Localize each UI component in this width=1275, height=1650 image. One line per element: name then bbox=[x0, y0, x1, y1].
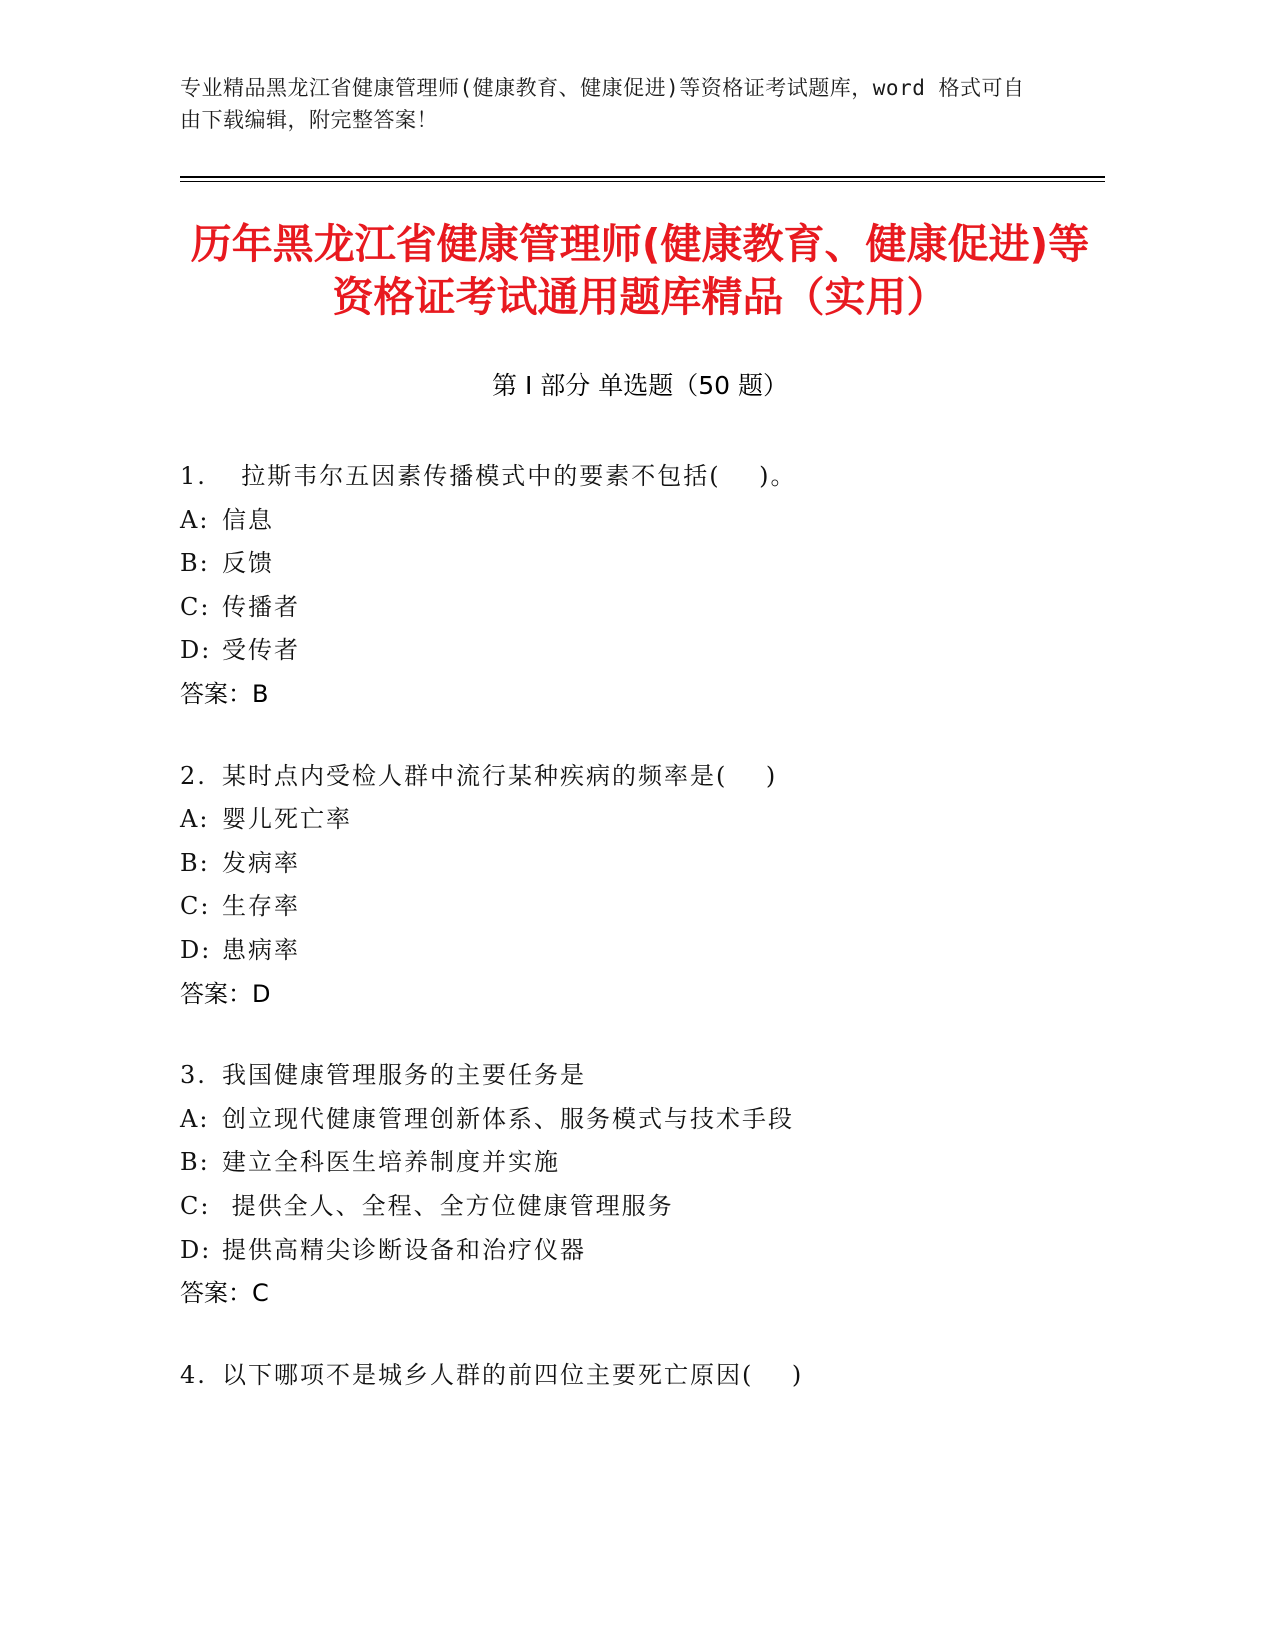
question-number: 2. bbox=[180, 761, 207, 790]
option-key: A: bbox=[180, 805, 210, 834]
question-4 bbox=[180, 1354, 1100, 1398]
answer: 答案：D bbox=[180, 979, 271, 1008]
question-stem bbox=[180, 455, 1100, 499]
question-list bbox=[180, 455, 1100, 1435]
question-text: 以下哪项不是城乡人群的前四位主要死亡原因( ) bbox=[222, 1360, 804, 1389]
question-number: 4. bbox=[180, 1360, 207, 1389]
question-2 bbox=[180, 755, 1100, 1017]
option-d bbox=[180, 629, 1100, 673]
option-d bbox=[180, 1229, 1100, 1273]
question-1 bbox=[180, 455, 1100, 717]
option-key: C: bbox=[180, 592, 211, 621]
option-c bbox=[180, 1185, 1100, 1229]
header-divider-thin bbox=[180, 181, 1105, 182]
option-key: B: bbox=[180, 848, 210, 877]
question-stem bbox=[180, 1054, 1100, 1098]
option-text: 提供高精尖诊断设备和治疗仪器 bbox=[222, 1235, 586, 1264]
option-c bbox=[180, 586, 1100, 630]
option-a bbox=[180, 798, 1100, 842]
question-text: 拉斯韦尔五因素传播模式中的要素不包括( )。 bbox=[222, 462, 797, 490]
option-text: 创立现代健康管理创新体系、服务模式与技术手段 bbox=[222, 1104, 794, 1133]
option-text: 发病率 bbox=[222, 848, 300, 877]
option-a bbox=[180, 499, 1100, 543]
option-key: B: bbox=[180, 549, 210, 578]
header-divider-thick bbox=[180, 176, 1105, 178]
section-title: 第 I 部分 单选题（50 题） bbox=[492, 371, 788, 400]
option-key: C: bbox=[180, 1191, 211, 1220]
option-text: 受传者 bbox=[222, 636, 300, 665]
option-a bbox=[180, 1098, 1100, 1142]
question-text: 我国健康管理服务的主要任务是 bbox=[222, 1061, 586, 1090]
option-key: D: bbox=[180, 935, 212, 964]
option-key: A: bbox=[180, 1104, 210, 1133]
option-text: 婴儿死亡率 bbox=[222, 805, 352, 834]
question-stem bbox=[180, 1354, 1100, 1398]
question-stem bbox=[180, 755, 1100, 799]
option-text: 信息 bbox=[222, 505, 274, 534]
option-text: 患病率 bbox=[222, 935, 300, 964]
option-text: 传播者 bbox=[222, 592, 300, 621]
question-text: 某时点内受检人群中流行某种疾病的频率是( ) bbox=[222, 761, 778, 790]
answer: 答案：B bbox=[180, 679, 269, 708]
option-key: D: bbox=[180, 636, 212, 665]
option-key: A: bbox=[180, 505, 210, 534]
header-note: 专业精品黑龙江省健康管理师(健康教育、健康促进)等资格证考试题库，word 格式可自由下载编辑，附完整答案！ bbox=[180, 76, 1025, 132]
answer: 答案：C bbox=[180, 1279, 269, 1308]
option-key: C: bbox=[180, 892, 211, 921]
question-number: 1. bbox=[180, 462, 207, 490]
option-b bbox=[180, 842, 1100, 886]
option-b bbox=[180, 1141, 1100, 1185]
document-title: 历年黑龙江省健康管理师(健康教育、健康促进)等资格证考试通用题库精品（实用） bbox=[190, 220, 1090, 321]
option-key: D: bbox=[180, 1235, 212, 1264]
option-b bbox=[180, 542, 1100, 586]
question-3 bbox=[180, 1054, 1100, 1316]
option-d bbox=[180, 929, 1100, 973]
option-c bbox=[180, 885, 1100, 929]
option-text: 生存率 bbox=[222, 892, 300, 921]
option-text: 反馈 bbox=[222, 549, 274, 578]
option-text: 提供全人、全程、全方位健康管理服务 bbox=[222, 1191, 674, 1220]
option-key: B: bbox=[180, 1148, 210, 1177]
option-text: 建立全科医生培养制度并实施 bbox=[222, 1148, 560, 1177]
question-number: 3. bbox=[180, 1061, 207, 1090]
